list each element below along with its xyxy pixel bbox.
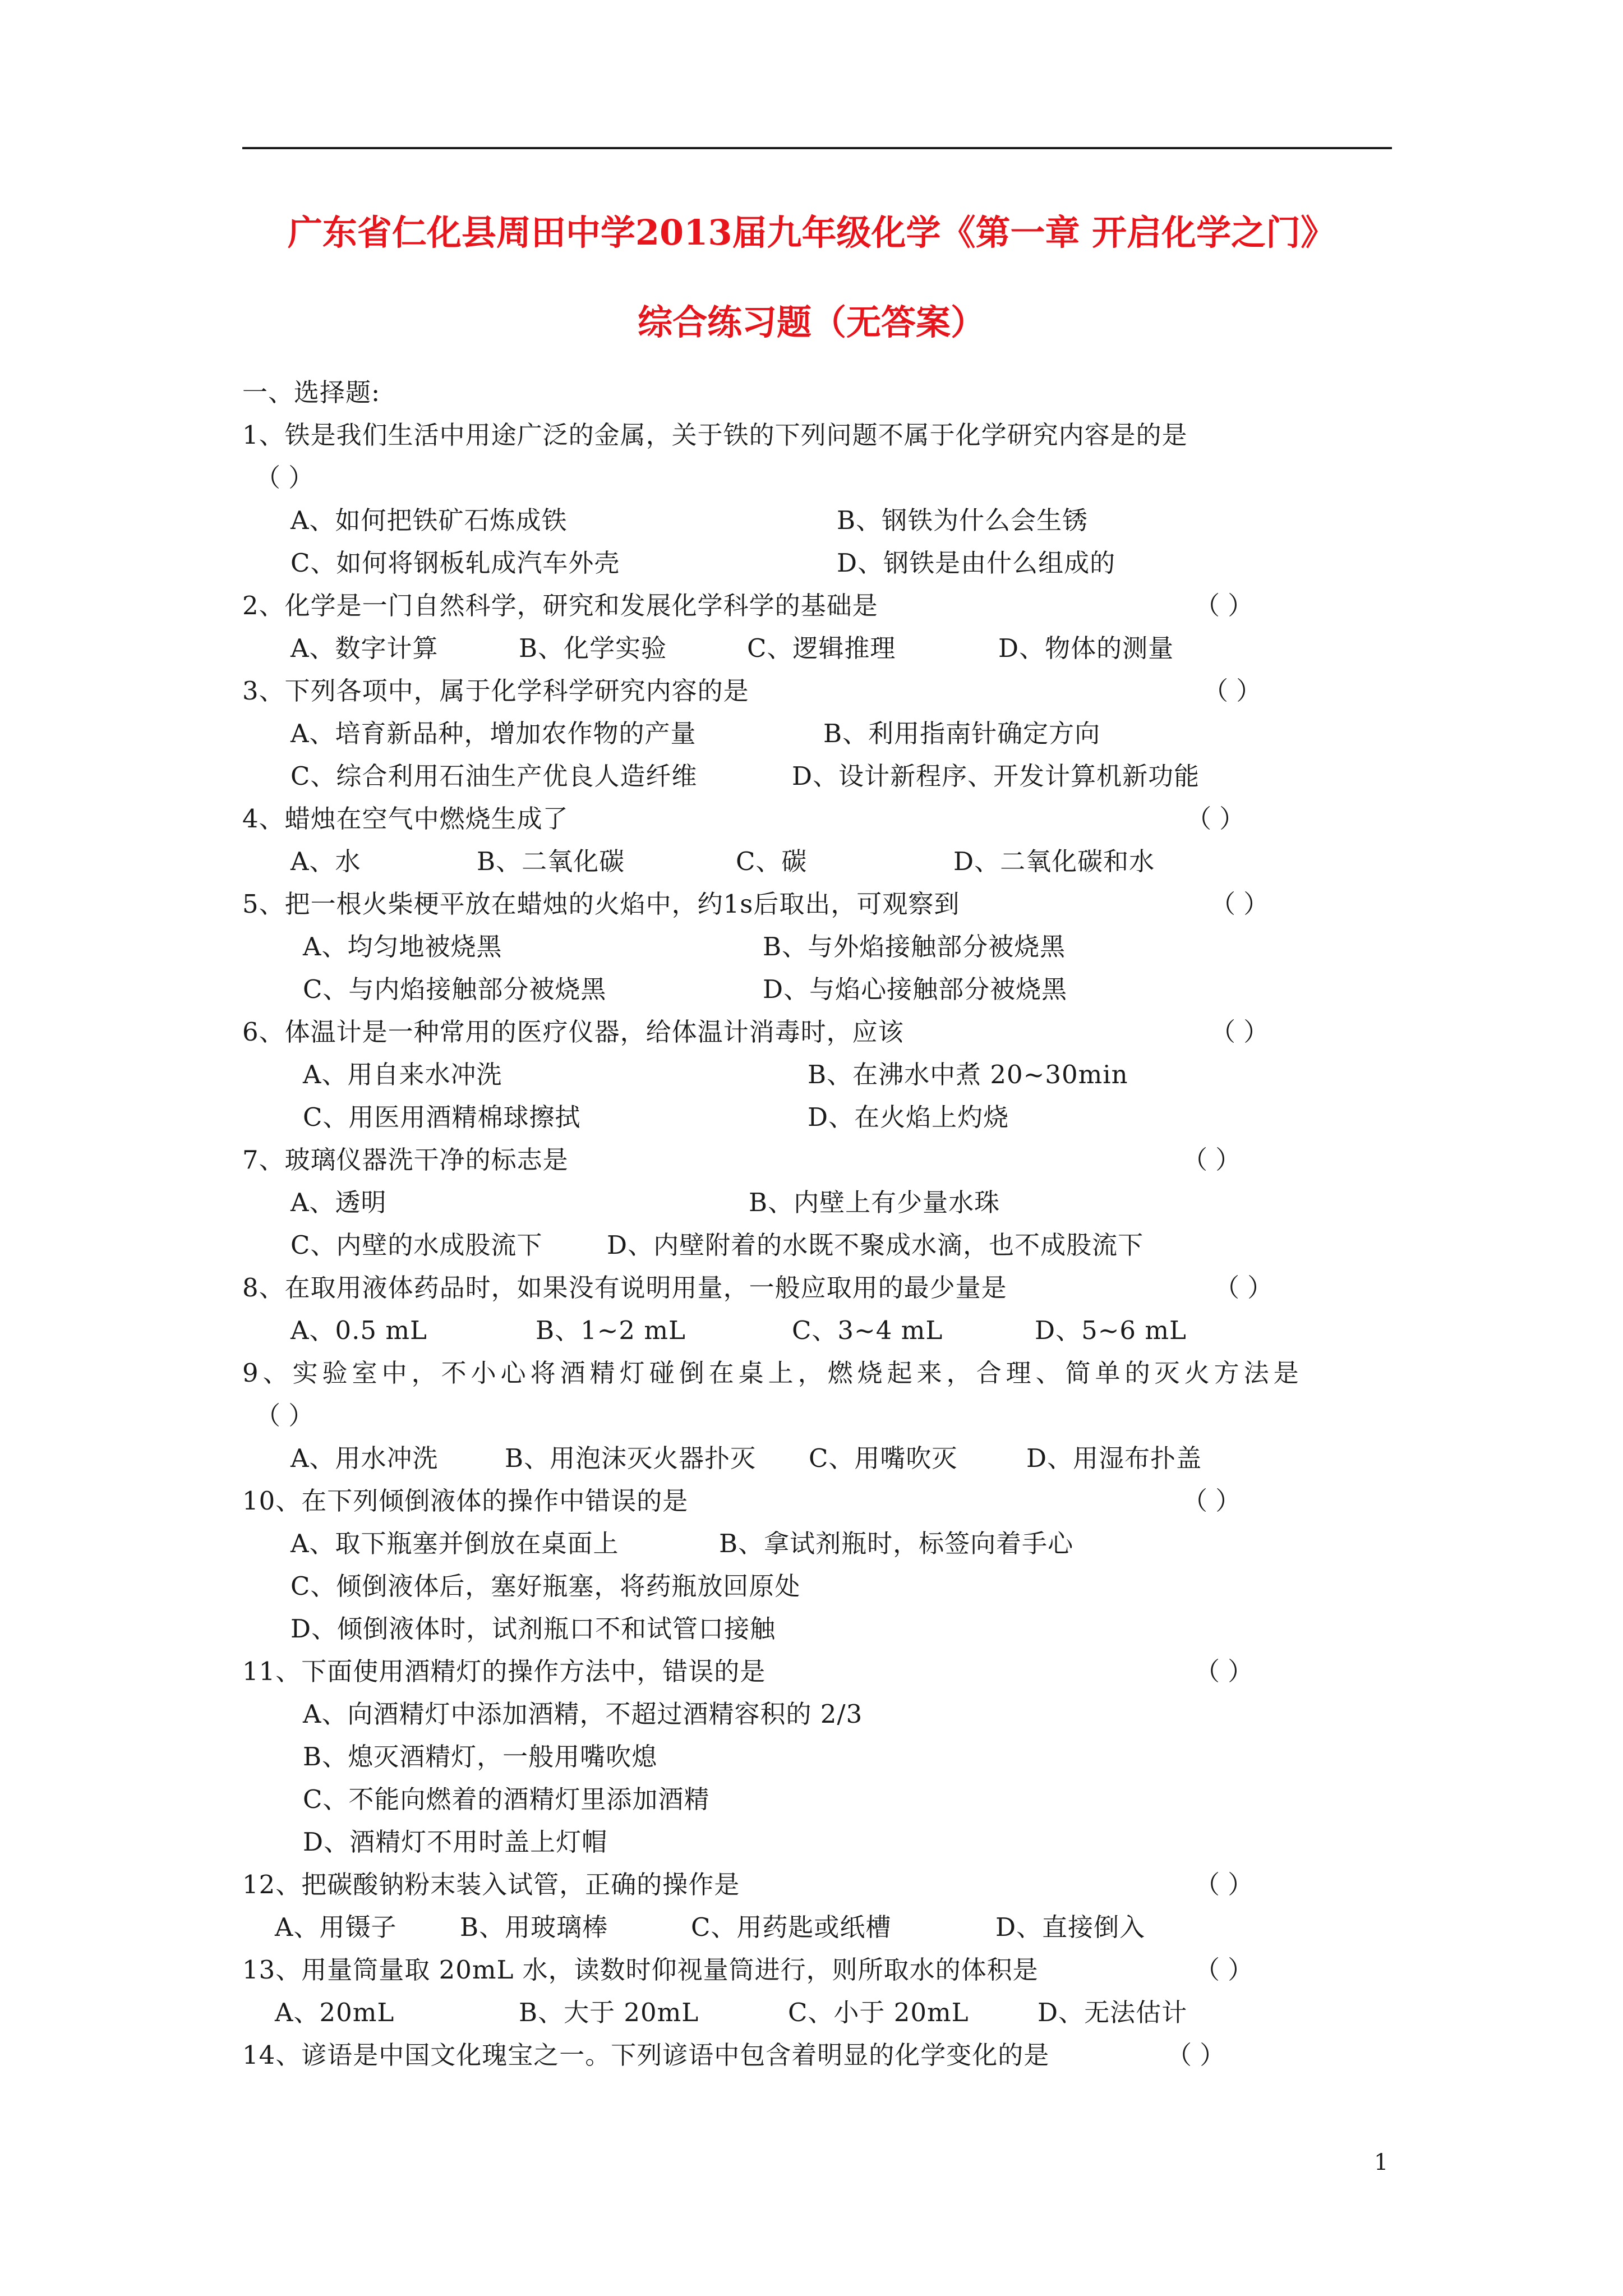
option-c: C、综合利用石油生产优良人造纤维 xyxy=(291,761,698,791)
option-a: A、向酒精灯中添加酒精，不超过酒精容积的 2/3 xyxy=(303,1699,863,1729)
option-c: C、用嘴吹灭 xyxy=(809,1443,958,1473)
option-b: B、与外焰接触部分被烧黑 xyxy=(763,932,1066,961)
question-stem: 8、在取用液体药品时，如果没有说明用量，一般应取用的最少量是 xyxy=(242,1273,1007,1303)
section-title: 一、选择题: xyxy=(242,378,381,407)
option-b: B、熄灭酒精灯，一般用嘴吹熄 xyxy=(303,1742,658,1772)
question-stem: 2、化学是一门自然科学，研究和发展化学科学的基础是 xyxy=(242,591,878,620)
document-title-line2: 综合练习题（无答案） xyxy=(637,302,985,343)
option-d: D、直接倒入 xyxy=(995,1912,1146,1942)
option-c: C、如何将钢板轧成汽车外壳 xyxy=(291,548,620,578)
option-c: C、倾倒液体后，塞好瓶塞，将药瓶放回原处 xyxy=(291,1571,801,1601)
option-a: A、水 xyxy=(291,846,361,876)
option-d: D、二氧化碳和水 xyxy=(953,846,1155,876)
option-c: C、内壁的水成股流下 xyxy=(291,1230,543,1260)
answer-bracket: （ ） xyxy=(1195,591,1253,620)
option-d: D、钢铁是由什么组成的 xyxy=(837,548,1116,578)
question-stem: 9、实验室中，不小心将酒精灯碰倒在桌上，燃烧起来，合理、简单的灭火方法是 xyxy=(242,1358,1303,1388)
answer-bracket: （ ） xyxy=(1210,889,1269,919)
question-stem: 6、体温计是一种常用的医疗仪器，给体温计消毒时，应该 xyxy=(242,1017,904,1047)
option-d: D、内壁附着的水既不聚成水滴，也不成股流下 xyxy=(607,1230,1144,1260)
header-rule xyxy=(242,147,1392,149)
option-c: C、用医用酒精棉球擦拭 xyxy=(303,1102,581,1132)
option-b: B、用泡沫灭火器扑灭 xyxy=(505,1443,757,1473)
option-b: B、拿试剂瓶时，标签向着手心 xyxy=(719,1529,1074,1558)
option-d: D、无法估计 xyxy=(1038,1998,1188,2027)
option-c: C、小于 20mL xyxy=(788,1998,969,2027)
option-d: D、酒精灯不用时盖上灯帽 xyxy=(303,1827,608,1857)
answer-bracket: （ ） xyxy=(1203,676,1262,706)
option-b: B、二氧化碳 xyxy=(477,846,625,876)
answer-bracket: （ ） xyxy=(255,1401,314,1430)
option-a: A、20mL xyxy=(275,1998,395,2027)
option-a: A、数字计算 xyxy=(291,633,439,663)
option-c: C、逻辑推理 xyxy=(747,633,896,663)
page-number: 1 xyxy=(1374,2150,1389,2175)
question-stem: 11、下面使用酒精灯的操作方法中，错误的是 xyxy=(242,1657,766,1686)
option-c: C、与内焰接触部分被烧黑 xyxy=(303,974,607,1004)
question-stem: 1、铁是我们生活中用途广泛的金属，关于铁的下列问题不属于化学研究内容是的是 xyxy=(242,420,1188,450)
question-stem: 13、用量筒量取 20mL 水，读数时仰视量筒进行，则所取水的体积是 xyxy=(242,1955,1039,1985)
option-c: C、3~4 mL xyxy=(792,1315,943,1345)
option-d: D、5~6 mL xyxy=(1035,1315,1187,1345)
option-b: B、用玻璃棒 xyxy=(460,1912,608,1942)
question-stem: 14、谚语是中国文化瑰宝之一。下列谚语中包含着明显的化学变化的是 xyxy=(242,2040,1050,2070)
option-b: B、钢铁为什么会生锈 xyxy=(837,505,1089,535)
option-b: B、1~2 mL xyxy=(536,1315,686,1345)
option-d: D、与焰心接触部分被烧黑 xyxy=(763,974,1068,1004)
question-stem: 12、把碳酸钠粉末装入试管，正确的操作是 xyxy=(242,1870,740,1899)
option-d: D、倾倒液体时，试剂瓶口不和试管口接触 xyxy=(291,1614,776,1644)
option-a: A、均匀地被烧黑 xyxy=(303,932,502,961)
option-c: C、不能向燃着的酒精灯里添加酒精 xyxy=(303,1784,710,1814)
question-stem: 5、把一根火柴梗平放在蜡烛的火焰中，约1s后取出，可观察到 xyxy=(242,889,960,919)
option-a: A、取下瓶塞并倒放在桌面上 xyxy=(291,1529,619,1558)
option-c: C、用药匙或纸槽 xyxy=(691,1912,892,1942)
answer-bracket: （ ） xyxy=(1182,1145,1241,1175)
option-d: D、物体的测量 xyxy=(998,633,1174,663)
option-d: D、用湿布扑盖 xyxy=(1026,1443,1202,1473)
question-stem: 3、下列各项中，属于化学科学研究内容的是 xyxy=(242,676,749,706)
option-b: B、化学实验 xyxy=(519,633,667,663)
answer-bracket: （ ） xyxy=(255,463,314,493)
document-title-line1: 广东省仁化县周田中学2013届九年级化学《第一章 开启化学之门》 xyxy=(287,212,1336,253)
option-d: D、在火焰上灼烧 xyxy=(808,1102,1009,1132)
option-c: C、碳 xyxy=(736,846,808,876)
answer-bracket: （ ） xyxy=(1195,1955,1253,1985)
option-b: B、内壁上有少量水珠 xyxy=(749,1188,1000,1217)
question-stem: 10、在下列倾倒液体的操作中错误的是 xyxy=(242,1486,689,1516)
answer-bracket: （ ） xyxy=(1210,1017,1269,1047)
option-a: A、用镊子 xyxy=(275,1912,397,1942)
option-a: A、培育新品种，增加农作物的产量 xyxy=(291,719,697,748)
option-a: A、用自来水冲洗 xyxy=(303,1060,502,1089)
answer-bracket: （ ） xyxy=(1182,1486,1241,1516)
option-a: A、透明 xyxy=(291,1188,387,1217)
question-stem: 7、玻璃仪器洗干净的标志是 xyxy=(242,1145,569,1175)
answer-bracket: （ ） xyxy=(1195,1870,1253,1899)
question-stem: 4、蜡烛在空气中燃烧生成了 xyxy=(242,804,569,834)
answer-bracket: （ ） xyxy=(1214,1273,1273,1303)
answer-bracket: （ ） xyxy=(1195,1657,1253,1686)
option-b: B、利用指南针确定方向 xyxy=(823,719,1101,748)
option-a: A、用水冲洗 xyxy=(291,1443,439,1473)
answer-bracket: （ ） xyxy=(1166,2040,1225,2070)
option-b: B、大于 20mL xyxy=(519,1998,699,2027)
option-d: D、设计新程序、开发计算机新功能 xyxy=(792,761,1200,791)
option-a: A、如何把铁矿石炼成铁 xyxy=(291,505,568,535)
option-b: B、在沸水中煮 20~30min xyxy=(808,1060,1128,1089)
option-a: A、0.5 mL xyxy=(291,1315,427,1345)
answer-bracket: （ ） xyxy=(1186,804,1245,834)
